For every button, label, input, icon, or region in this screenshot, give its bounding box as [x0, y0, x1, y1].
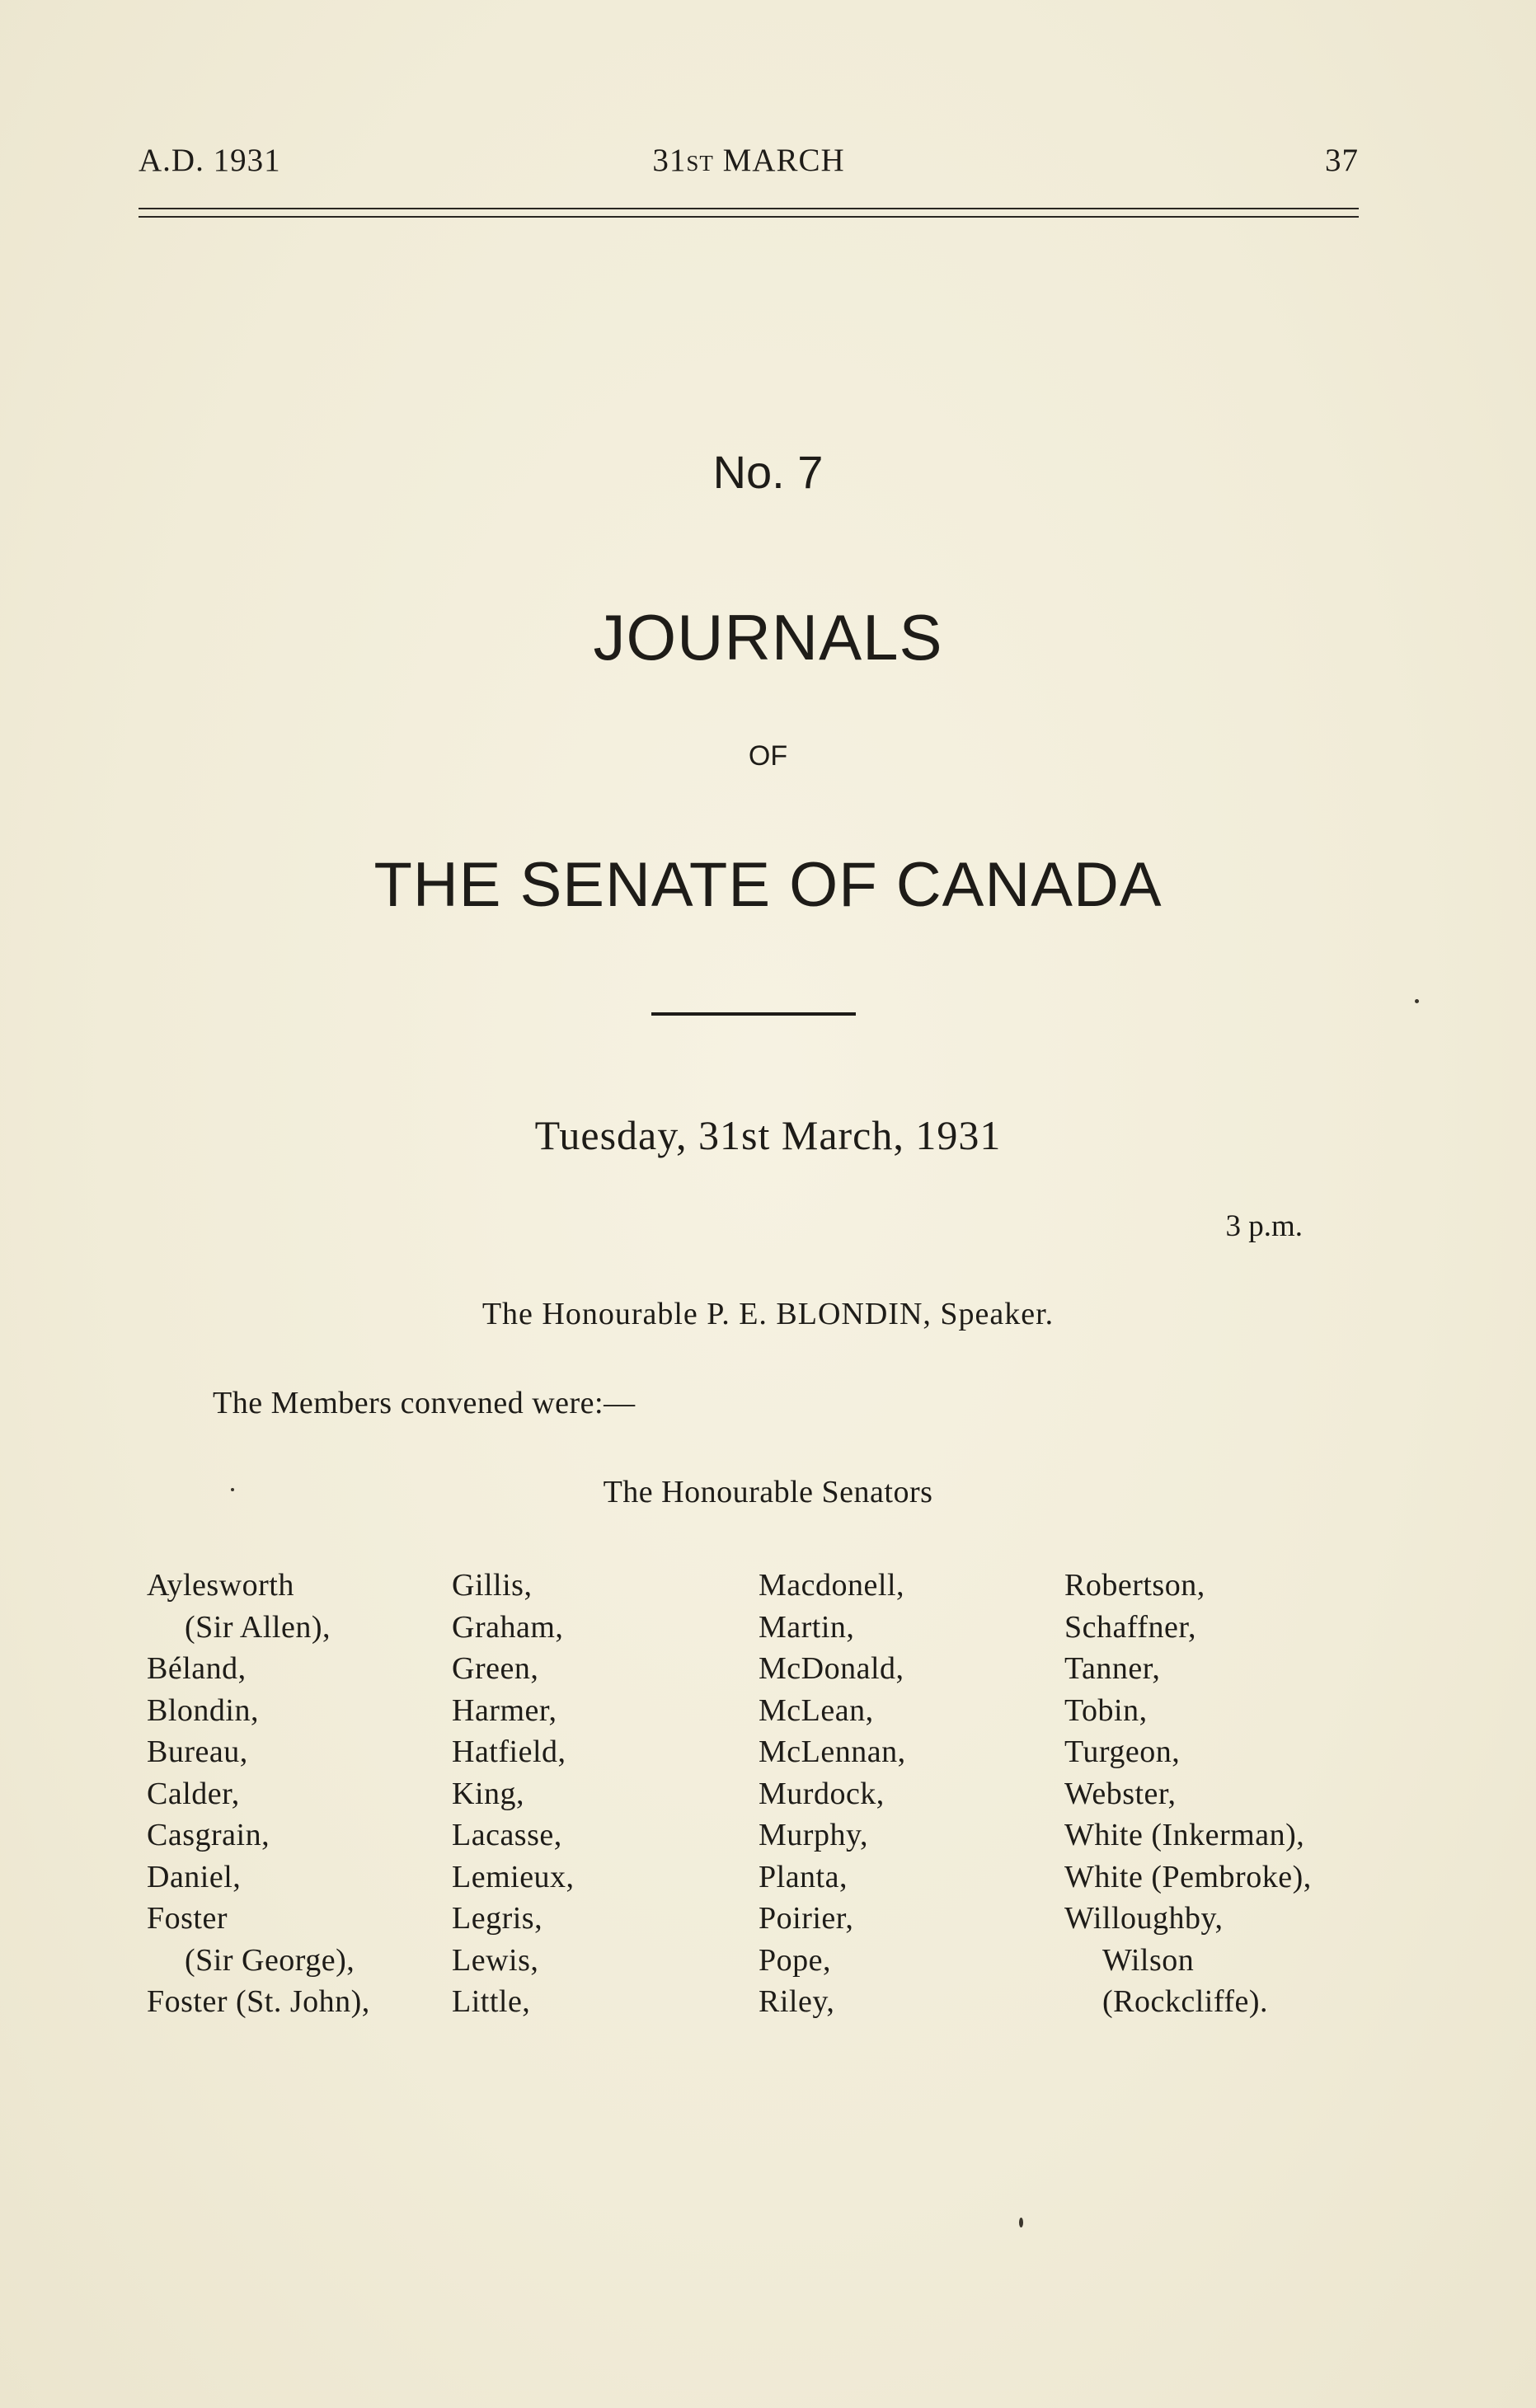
senator-name: (Sir Allen), — [185, 1609, 331, 1645]
senator-name: Pope, — [759, 1942, 831, 1978]
senator-name: Poirier, — [759, 1901, 854, 1936]
senator-name: Macdonell, — [759, 1568, 905, 1603]
senator-name: Little, — [452, 1984, 531, 2019]
senator-name: (Rockcliffe). — [1102, 1984, 1268, 2019]
title-divider — [651, 1012, 856, 1016]
header-year: A.D. 1931 — [139, 143, 281, 178]
senator-name: Legris, — [452, 1901, 543, 1936]
speaker-line: The Honourable P. E. BLONDIN, Speaker. — [481, 1297, 1055, 1331]
senator-name: Schaffner, — [1064, 1609, 1196, 1645]
senator-name: McLean, — [759, 1692, 874, 1728]
senator-name: Daniel, — [147, 1859, 242, 1894]
senator-name: Bureau, — [147, 1734, 248, 1769]
senator-name: Blondin, — [147, 1692, 259, 1728]
senator-name: White (Inkerman), — [1064, 1818, 1305, 1852]
senator-name: Graham, — [452, 1609, 564, 1645]
senator-name: Planta, — [759, 1859, 848, 1894]
senator-name: McLennan, — [759, 1734, 906, 1769]
senators-column-2 — [452, 1565, 765, 2023]
senate-title: THE SENATE OF CANADA — [373, 850, 1163, 920]
senator-name: Lemieux, — [452, 1859, 575, 1894]
sitting-date: Tuesday, 31st March, 1931 — [534, 1112, 1002, 1158]
header-date-month: MARCH — [713, 143, 845, 178]
senator-name: Martin, — [759, 1609, 855, 1645]
of-label: OF — [748, 740, 788, 772]
header-double-rule — [139, 208, 1359, 218]
header-date-suffix: ST — [686, 151, 714, 176]
senators-column-4 — [1064, 1565, 1378, 2023]
members-intro: The Members convened were:— — [213, 1386, 636, 1420]
senator-name: Casgrain, — [147, 1818, 270, 1852]
header-date — [139, 142, 1359, 179]
senator-name: Foster (St. John), — [147, 1984, 370, 2019]
senator-name: Calder, — [147, 1776, 240, 1811]
senator-name: King, — [452, 1776, 524, 1811]
sitting-time: 3 p.m. — [1225, 1209, 1303, 1243]
senator-name: Hatfield, — [452, 1734, 566, 1769]
senator-name: Harmer, — [452, 1692, 557, 1728]
senator-name: Green, — [452, 1651, 539, 1686]
header-date-day: 31 — [652, 143, 687, 178]
senator-name: Robertson, — [1064, 1568, 1205, 1603]
senators-column-1 — [147, 1565, 460, 2023]
senator-name: Tanner, — [1064, 1651, 1161, 1686]
senator-name: Murphy, — [759, 1818, 868, 1852]
issue-number: No. 7 — [712, 446, 824, 498]
senator-name: Riley, — [759, 1984, 835, 2019]
senator-name: Lewis, — [452, 1942, 539, 1978]
paper-speck — [1019, 2218, 1023, 2227]
senators-column-3 — [759, 1565, 1072, 2023]
paper-speck — [231, 1488, 234, 1491]
senator-name: Aylesworth — [147, 1568, 294, 1603]
senator-name: Webster, — [1064, 1776, 1177, 1811]
senator-name: Murdock, — [759, 1776, 885, 1811]
senator-name: Tobin, — [1064, 1692, 1148, 1728]
senator-name: Willoughby, — [1064, 1901, 1224, 1936]
senator-name: Gillis, — [452, 1568, 533, 1603]
running-head — [139, 142, 1359, 191]
senator-name: Béland, — [147, 1651, 247, 1686]
paper-speck — [1415, 999, 1419, 1003]
senator-name: (Sir George), — [185, 1942, 355, 1978]
journals-title: JOURNALS — [593, 601, 943, 674]
page-number: 37 — [1325, 143, 1359, 178]
senator-name: Turgeon, — [1064, 1734, 1181, 1769]
senator-name: White (Pembroke), — [1064, 1859, 1312, 1894]
senator-name: Wilson — [1102, 1942, 1195, 1978]
senator-name: Foster — [147, 1901, 228, 1936]
senator-name: Lacasse, — [452, 1818, 562, 1852]
senator-name: McDonald, — [759, 1651, 904, 1686]
senators-heading: The Honourable Senators — [603, 1475, 933, 1509]
